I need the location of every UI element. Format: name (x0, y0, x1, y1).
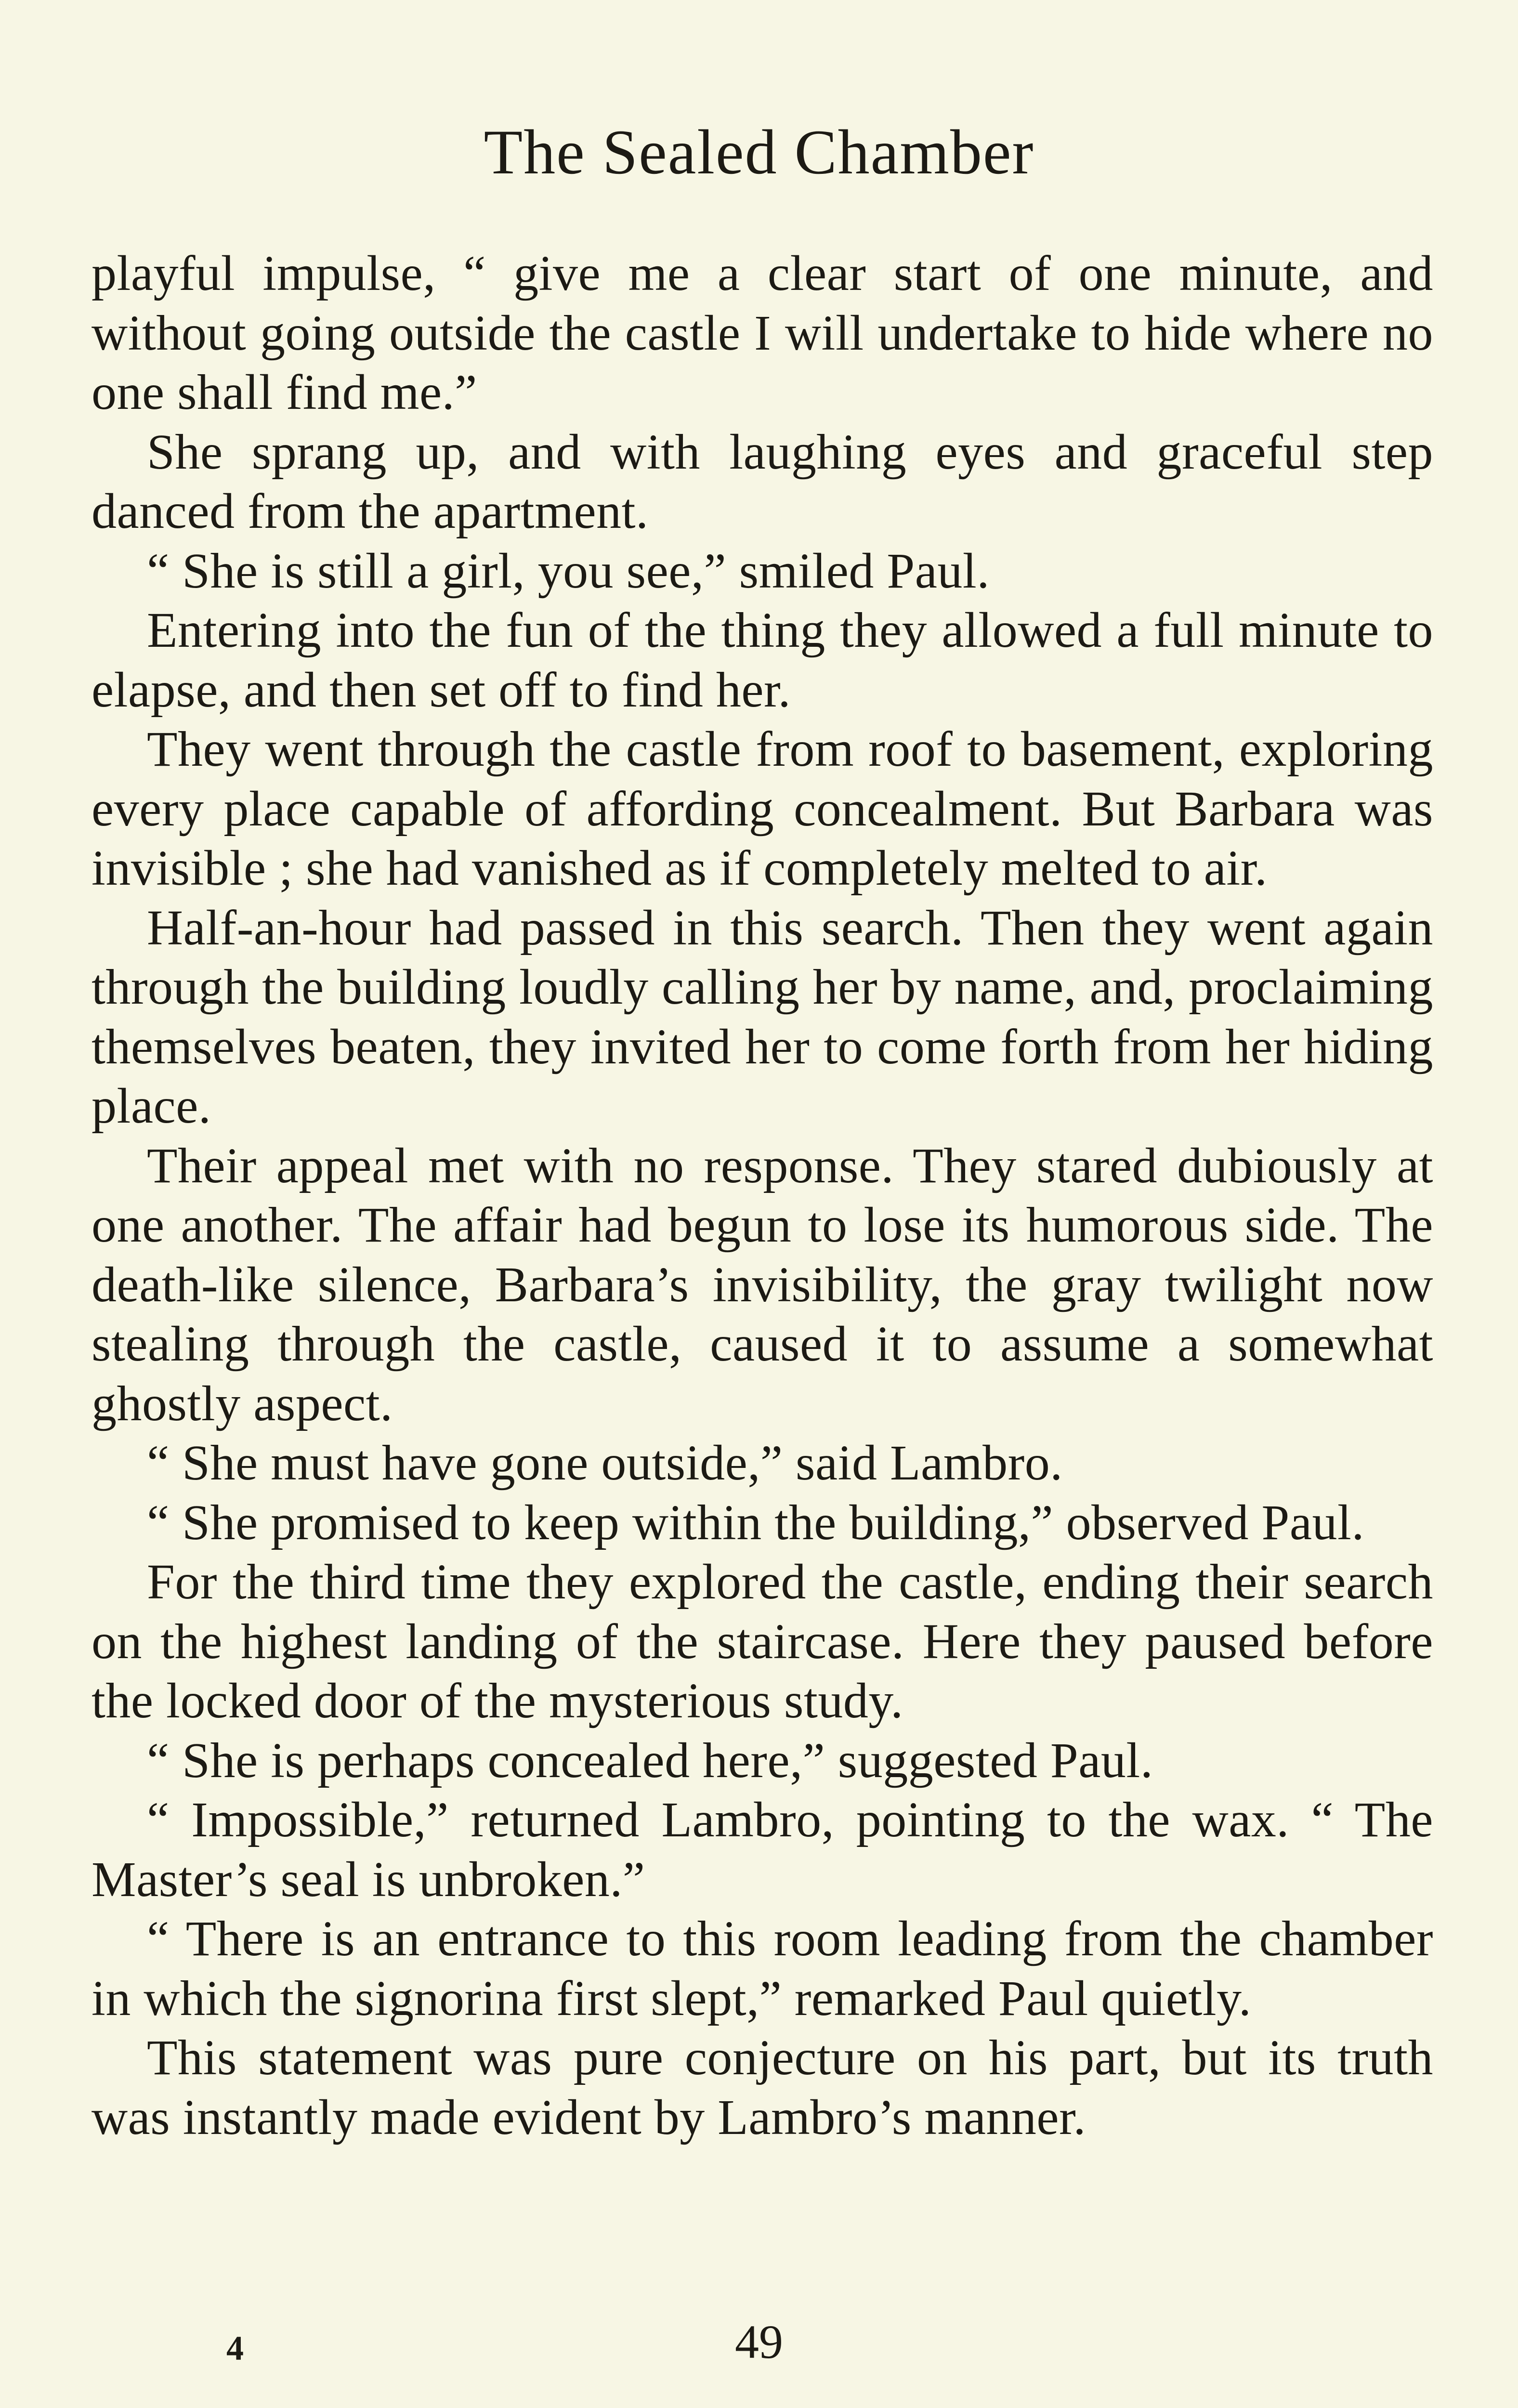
paragraph: This statement was pure conjecture on his part, but its truth was instantly made evident by Lambro’s manner. (92, 2030, 1433, 2145)
running-header: The Sealed Chamber (484, 117, 1034, 187)
paragraph: “ She must have gone outside,” said Lambro. (147, 1435, 1063, 1491)
paragraph: Entering into the fun of the thing they allowed a full minute to elapse, and then set off to find her. (92, 602, 1433, 718)
paragraph: Half-an-hour had passed in this search. Then they went again through the building loudly calling her by name, and, proclaiming themselves beaten, they invited her to come forth from her hiding place. (92, 900, 1433, 1134)
page-footer (0, 2314, 1518, 2372)
body-text (92, 244, 1433, 2147)
paragraph: For the third time they explored the castle, ending their search on the highest landing of the staircase. Here they paused before the locked door of the mysterious study. (92, 1554, 1433, 1728)
paragraph: They went through the castle from roof to basement, exploring every place capable of affording concealment. But Barbara was invisible ; she had vanished as if completely melted to air. (92, 721, 1433, 896)
signature-mark: 4 (226, 2329, 244, 2368)
paragraph: “ Impossible,” returned Lambro, pointing to the wax. “ The Master’s seal is unbroken.” (92, 1792, 1433, 1907)
paragraph: “ There is an entrance to this room leading from the chamber in which the signorina first slept,” remarked Paul quietly. (92, 1911, 1433, 2026)
paragraph: “ She is perhaps concealed here,” suggested Paul. (147, 1732, 1153, 1788)
paragraph: Their appeal met with no response. They stared dubiously at one another. The affair had begun to lose its humorous side. The death-like silence, Barbara’s invisibility, the gray twilight now stealing through the castle, caused it to assume a somewhat ghostly aspect. (92, 1138, 1433, 1431)
page-number: 49 (735, 2315, 783, 2369)
paragraph: She sprang up, and with laughing eyes and graceful step danced from the apartment. (92, 424, 1433, 539)
paragraph: “ She is still a girl, you see,” smiled Paul. (147, 543, 990, 599)
paragraph: “ She promised to keep within the building,” observed Paul. (147, 1494, 1364, 1550)
paragraph: playful impulse, “ give me a clear start of one minute, and without going outside the castle I will undertake to hide where no one shall find me.” (92, 246, 1433, 420)
